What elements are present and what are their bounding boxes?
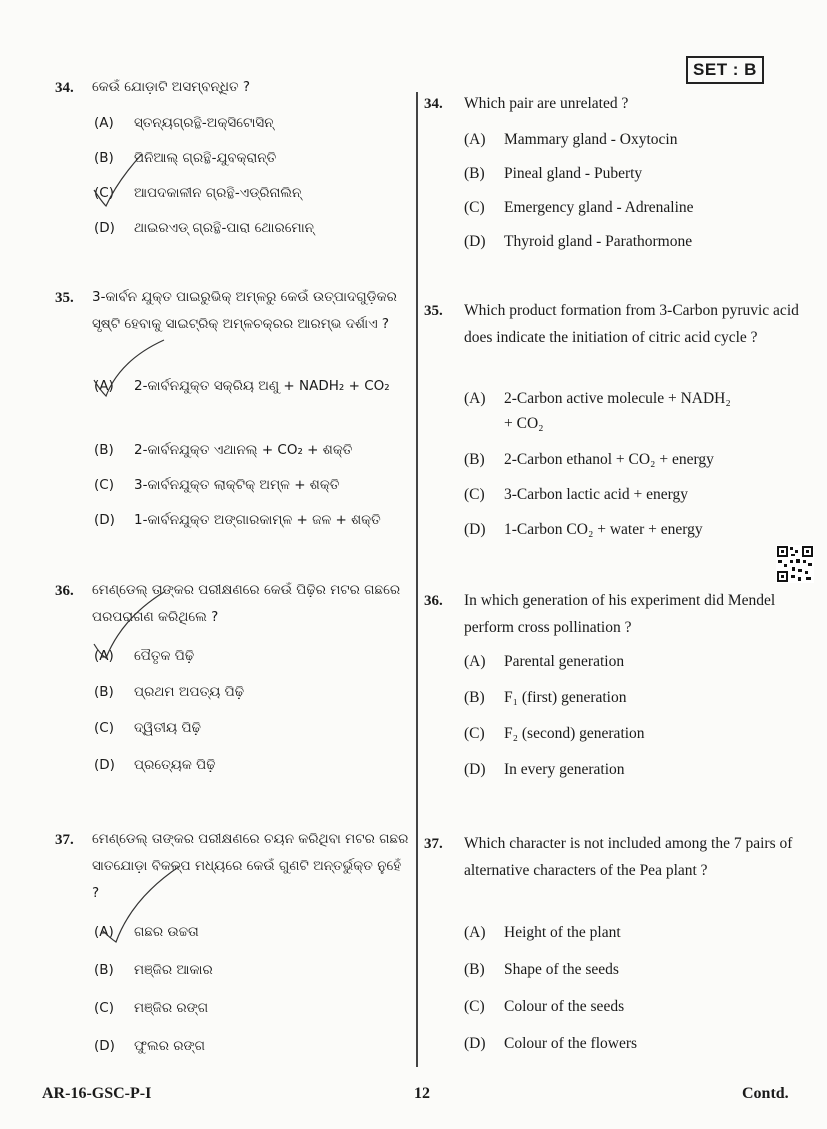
continued-label: Contd.: [742, 1085, 789, 1102]
option-a: (A) ଗଛର ଉଚ୍ଚତା: [94, 924, 199, 940]
question-text: କେଉଁ ଯୋଡ଼ାଟି ଅସମ୍ବନ୍ଧିତ ?: [92, 79, 251, 95]
option-a-continued: + CO₂: [504, 415, 544, 432]
option-d: (D) Colour of the flowers: [464, 1035, 638, 1052]
option-a: (A) 2-କାର୍ବନଯୁକ୍ତ ସକ୍ରିୟ ଅଣୁ + NADH₂ + CO₂: [94, 378, 390, 394]
option-a: (A) 2-Carbon active molecule + NADH₂: [464, 390, 731, 407]
question-number: 35.: [55, 290, 74, 306]
option-c: (C) ଦ୍ୱିତୀୟ ପିଢ଼ି: [94, 720, 201, 736]
option-b: (B) F₁ (first) generation: [464, 689, 627, 706]
qr-code-icon: [776, 545, 814, 583]
question-text: Which product formation from 3-Carbon pyruvic acid does indicate the initiation of citric acid cycle ?: [464, 302, 799, 346]
option-b: (B) ପିନିଆଲ୍ ଗ୍ରନ୍ଥି-ଯୁବକ୍ରାନ୍ତି: [94, 150, 277, 166]
option-a: (A) Mammary gland - Oxytocin: [464, 131, 678, 148]
set-badge: SET : B: [686, 56, 764, 84]
option-b: (B) Pineal gland - Puberty: [464, 165, 643, 182]
option-c: (C) ଆପଦକାଳୀନ ଗ୍ରନ୍ଥି-ଏଡ୍ରିନାଲିନ୍: [94, 185, 302, 201]
option-d: (D) ପ୍ରତ୍ୟେକ ପିଢ଼ି: [94, 757, 216, 773]
option-d: (D) In every generation: [464, 761, 625, 778]
question-number: 35.: [424, 303, 443, 319]
question-number: 34.: [424, 96, 443, 112]
option-a: (A) Parental generation: [464, 653, 625, 670]
option-d: (D) 1-କାର୍ବନଯୁକ୍ତ ଅଙ୍ଗାରକାମ୍ଳ + ଜଳ + ଶକ୍ତି: [94, 512, 381, 528]
option-c: (C) 3-Carbon lactic acid + energy: [464, 486, 689, 503]
question-text: ମେଣ୍ଡେଲ୍ ତାଙ୍କର ପରୀକ୍ଷଣରେ କେଉଁ ପିଢ଼ିର ମଟର ଗଛରେ ପରପରାଗଣ କରିଥିଲେ ?: [92, 582, 401, 625]
option-a: (A) Height of the plant: [464, 924, 621, 941]
option-b: (B) 2-Carbon ethanol + CO₂ + energy: [464, 451, 714, 468]
question-text: 3-କାର୍ବନ ଯୁକ୍ତ ପାଇରୁଭିକ୍ ଅମ୍ଳରୁ କେଉଁ ଉତ୍ପାଦଗୁଡ଼ିକର ସୃଷ୍ଟି ହେବାକୁ ସାଇଟ୍ରିକ୍ ଅମ୍ଳଚକ୍ରର ଆରମ୍ଭ ଦର୍ଶାଏ ?: [92, 289, 397, 332]
column-divider: [416, 92, 418, 1067]
option-b: (B) Shape of the seeds: [464, 961, 619, 978]
option-c: (C) 3-କାର୍ବନଯୁକ୍ତ ଲାକ୍ଟିକ୍ ଅମ୍ଳ + ଶକ୍ତି: [94, 477, 340, 493]
option-a: (A) ସ୍ତନ୍ୟଗ୍ରନ୍ଥି-ଅକ୍ସିଟୋସିନ୍: [94, 115, 274, 131]
question-text: Which pair are unrelated ?: [464, 95, 629, 112]
option-c: (C) Emergency gland - Adrenaline: [464, 199, 694, 216]
option-c: (C) Colour of the seeds: [464, 998, 625, 1015]
page-number: 12: [414, 1085, 430, 1102]
question-text: ମେଣ୍ଡେଲ୍ ତାଙ୍କର ପରୀକ୍ଷଣରେ ଚୟନ କରିଥିବା ମଟର ଗଛର ସାତଯୋଡ଼ା ବିକଳ୍ପ ମଧ୍ୟରେ କେଉଁ ଗୁଣଟି ଅନ୍ତର୍ଭୁକ୍ତ ନୁହେଁ ?: [92, 831, 409, 901]
option-b: (B) 2-କାର୍ବନଯୁକ୍ତ ଏଥାନଲ୍ + CO₂ + ଶକ୍ତି: [94, 442, 353, 458]
option-a: (A) ପୈତୃକ ପିଢ଼ି: [94, 648, 195, 664]
question-number: 34.: [55, 80, 74, 96]
option-c: (C) F₂ (second) generation: [464, 725, 645, 742]
option-d: (D) ଥାଇରଏଡ୍ ଗ୍ରନ୍ଥି-ପାରା ଥୋରମୋନ୍: [94, 220, 314, 236]
option-d: (D) Thyroid gland - Parathormone: [464, 233, 693, 250]
option-b: (B) ମଞ୍ଜିର ଆକାର: [94, 962, 213, 978]
option-d: (D) ଫୁଲର ରଙ୍ଗ: [94, 1038, 206, 1054]
question-number: 36.: [424, 593, 443, 609]
question-number: 36.: [55, 583, 74, 599]
question-number: 37.: [55, 832, 74, 848]
question-text: Which character is not included among the 7 pairs of alternative characters of the Pea plant ?: [464, 835, 793, 879]
option-b: (B) ପ୍ରଥମ ଅପତ୍ୟ ପିଢ଼ି: [94, 684, 245, 700]
option-d: (D) 1-Carbon CO₂ + water + energy: [464, 521, 703, 538]
question-number: 37.: [424, 836, 443, 852]
question-text: In which generation of his experiment did Mendel perform cross pollination ?: [464, 592, 776, 636]
option-c: (C) ମଞ୍ଜିର ରଙ୍ଗ: [94, 1000, 209, 1016]
paper-code: AR-16-GSC-P-I: [42, 1085, 152, 1102]
